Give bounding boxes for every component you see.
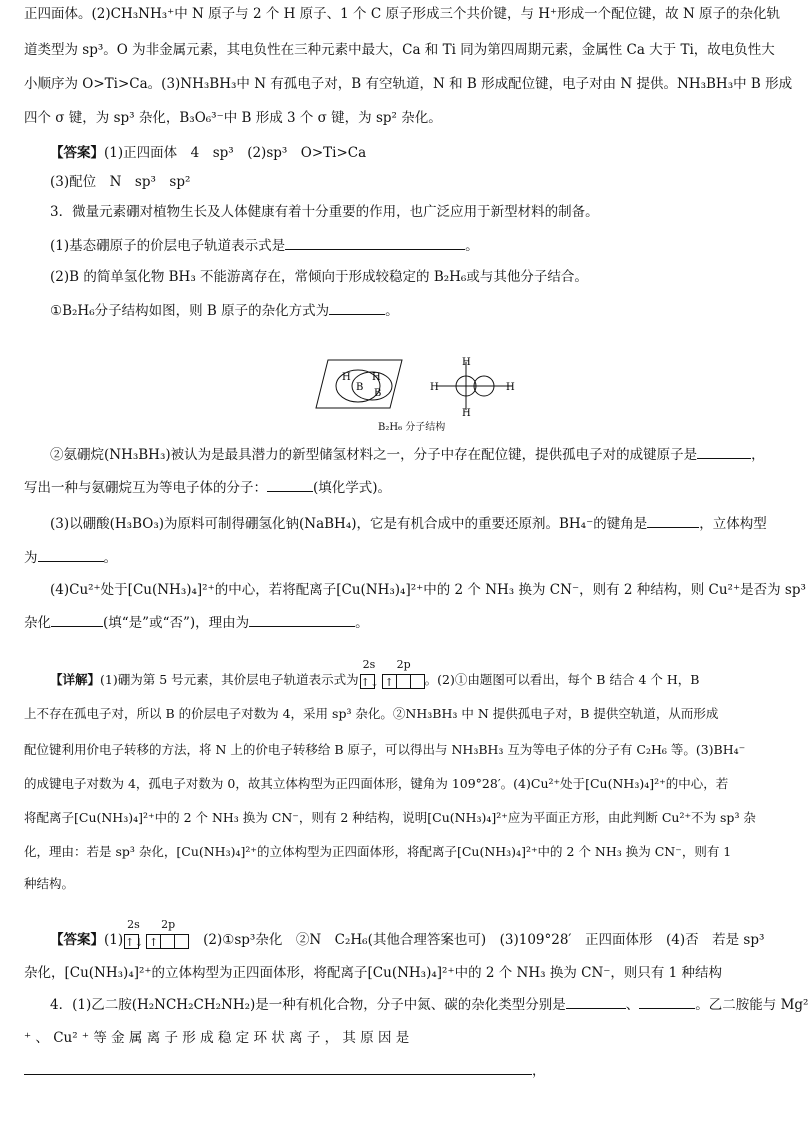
question-part xyxy=(50,994,808,1015)
question-text: 写出一种与氨硼烷互为等电子体的分子： xyxy=(24,480,267,496)
answer-blank[interactable] xyxy=(639,994,695,1009)
question-part xyxy=(24,1060,772,1081)
question-part xyxy=(50,235,772,256)
detail-text: (1)硼为第 5 号元素，其价层电子轨道表示式为 xyxy=(100,672,359,687)
atom-label: H xyxy=(430,382,439,393)
orbital-label: 2p xyxy=(396,657,411,671)
atom-label: H xyxy=(462,357,471,368)
detail-line: 化，理由：若是 sp³ 杂化，[Cu(NH₃)₄]²⁺的立体构型为正四面体形，将配离子[Cu(NH₃)₄]²⁺中的 2 个 NH₃ 换为 CN⁻，则有 1 xyxy=(24,844,732,859)
detail-line: 的成键电子对数为 4，孤电子对数为 0，故其立体构型为正四面体形，键角为 109°28′。(4)Cu²⁺处于[Cu(NH₃)₄]²⁺的中心，若 xyxy=(24,776,729,791)
question-text: 。乙二胺能与 Mg² xyxy=(695,997,808,1013)
detail-line: 上不存在孤电子对，所以 B 的价层电子对数为 4，采用 sp³ 杂化。②NH₃BH₃ 中 N 提供孤电子对，B 提供空轨道，从而形成 xyxy=(24,706,719,721)
orbital-label: 2s xyxy=(362,657,376,671)
answer-line: 杂化，[Cu(NH₃)₄]²⁺的立体构型为正四面体形，将配离子[Cu(NH₃)₄]²⁺中的 2 个 NH₃ 换为 CN⁻，则只有 1 种结构 xyxy=(24,965,723,981)
answer-line xyxy=(50,143,772,163)
text-line: 小顺序为 O>Ti>Ca。(3)NH₃BH₃中 N 有孤电子对，B 有空轨道，N 和 B 形成配位键，电子对由 N 提供。NH₃BH₃中 B 形成 xyxy=(24,76,793,92)
question-text: (1)基态硼原子的价层电子轨道表示式是 xyxy=(50,238,286,254)
question-part xyxy=(24,547,772,568)
orbital-cell: ↑ xyxy=(146,934,161,949)
orbital-diagram xyxy=(360,657,380,691)
punct: 。 xyxy=(103,550,117,566)
question-text: 4．(1)乙二胺(H₂NCH₂CH₂NH₂)是一种有机化合物，分子中氮、碳的杂化类型分别是 xyxy=(50,997,566,1013)
question-part: ⁺ 、 Cu² ⁺ 等 金 属 离 子 形 成 稳 定 环 状 离 子 ， 其 原 因 是 xyxy=(24,1030,410,1046)
answer-blank[interactable] xyxy=(249,612,355,627)
orbital-diagram xyxy=(383,657,425,691)
question-part xyxy=(50,300,772,321)
question-text: (3)以硼酸(H₃BO₃)为原料可制得硼氢化钠(NaBH₄)，它是有机合成中的重要还原剂。BH₄⁻的键角是 xyxy=(50,516,648,532)
text-line: 四个 σ 键，为 sp³ 杂化，B₃O₆³⁻中 B 形成 3 个 σ 键，为 sp² 杂化。 xyxy=(24,110,442,126)
answer-line xyxy=(50,917,772,951)
orbital-diagram xyxy=(125,917,144,951)
question-part xyxy=(50,513,772,534)
answer-blank[interactable] xyxy=(267,477,313,492)
punct: 。 xyxy=(385,303,399,319)
orbital-cell: ↑ xyxy=(382,674,397,689)
atom-label: B xyxy=(374,388,382,399)
detail-line xyxy=(50,657,772,691)
question-text: (填“是”或“否”)，理由为 xyxy=(103,615,250,631)
question-text: ①B₂H₆分子结构如图，则 B 原子的杂化方式为 xyxy=(50,303,330,319)
atom-label: H xyxy=(372,372,381,383)
orbital-cell xyxy=(160,934,175,949)
orbital-cell xyxy=(410,674,425,689)
answer-tag: 【答案】 xyxy=(50,932,104,948)
question-part: (2)B 的简单氢化物 BH₃ 不能游离存在，常倾向于形成较稳定的 B₂H₆或与其他分子结合。 xyxy=(50,269,588,285)
question-part xyxy=(50,444,772,465)
text-line: 道类型为 sp³。O 为非金属元素，其电负性在三种元素中最大，Ca 和 Ti 同为第四周期元素，金属性 Ca 大于 Ti，故电负性大 xyxy=(24,42,775,58)
question-text: 杂化 xyxy=(24,615,51,631)
detail-text: 。(2)①由题图可以看出，每个 B 结合 4 个 H，B xyxy=(424,672,700,687)
orbital-cell: ↑↓ xyxy=(125,935,144,949)
question-text: (填化学式)。 xyxy=(313,480,392,496)
text-line: 正四面体。(2)CH₃NH₃⁺中 N 原子与 2 个 H 原子、1 个 C 原子形成三个共价键，与 H⁺形成一个配位键，故 N 原子的杂化轨 xyxy=(24,6,781,22)
answer-text: (2)①sp³杂化 ②N C₂H₆(其他合理答案也可) (3)109°28′ 正四面体形 (4)否 若是 sp³ xyxy=(203,932,765,948)
question-part xyxy=(24,477,772,498)
answer-text: (1)正四面体 4 sp³ (2)sp³ O>Ti>Ca xyxy=(104,145,367,161)
orbital-diagram xyxy=(147,917,189,951)
answer-blank[interactable] xyxy=(285,235,465,250)
atom-label: B xyxy=(356,382,364,393)
answer-blank[interactable] xyxy=(566,994,626,1009)
punct: 。 xyxy=(355,615,369,631)
answer-line: (3)配位 N sp³ sp² xyxy=(50,174,191,190)
orbital-cell xyxy=(396,674,411,689)
figure-caption: B₂H₆ 分子结构 xyxy=(378,422,446,433)
answer-blank[interactable] xyxy=(647,513,699,528)
answer-blank[interactable] xyxy=(24,1060,532,1075)
punct: ， xyxy=(751,447,765,463)
answer-blank[interactable] xyxy=(51,612,103,627)
atom-label: H xyxy=(342,372,351,383)
question-intro: 3．微量元素硼对植物生长及人体健康有着十分重要的作用，也广泛应用于新型材料的制备。 xyxy=(50,204,599,220)
question-text: 为 xyxy=(24,550,38,566)
b2h6-structure-figure xyxy=(316,356,526,436)
detail-tag: 【详解】 xyxy=(50,672,101,687)
answer-text: (1) xyxy=(104,932,124,948)
answer-blank[interactable] xyxy=(38,547,104,562)
orbital-label: 2s xyxy=(127,917,140,931)
question-part xyxy=(24,612,772,633)
punct: ， xyxy=(532,1063,546,1079)
b2h6-diagram xyxy=(316,356,526,418)
right-structure xyxy=(430,357,515,419)
detail-line: 配位键利用价电子转移的方法，将 N 上的价电子转移给 B 原子，可以得出与 NH₃BH₃ 互为等电子体的分子有 C₂H₆ 等。(3)BH₄⁻ xyxy=(24,742,746,757)
orbital-label: 2p xyxy=(161,917,176,931)
question-text: ②氨硼烷(NH₃BH₃)被认为是最具潜力的新型储氢材料之一，分子中存在配位键，提供孤电子对的成键原子是 xyxy=(50,447,698,463)
punct: 、 xyxy=(625,997,640,1013)
detail-line: 将配离子[Cu(NH₃)₄]²⁺中的 2 个 NH₃ 换为 CN⁻，则有 2 种结构，说明[Cu(NH₃)₄]²⁺应为平面正方形，由此判断 Cu²⁺不为 sp³ 杂 xyxy=(24,810,756,825)
orbital-cell: ↑↓ xyxy=(360,675,380,689)
answer-blank[interactable] xyxy=(697,444,751,459)
answer-blank[interactable] xyxy=(329,300,385,315)
question-text: ，立体构型 xyxy=(699,516,767,532)
answer-tag: 【答案】 xyxy=(50,145,104,161)
question-part: (4)Cu²⁺处于[Cu(NH₃)₄]²⁺的中心，若将配离子[Cu(NH₃)₄]²⁺中的 2 个 NH₃ 换为 CN⁻，则有 2 种结构，则 Cu²⁺是否为 sp³ xyxy=(50,582,806,598)
atom-label: H xyxy=(462,408,471,419)
punct: 。 xyxy=(465,238,479,254)
orbital-cell xyxy=(174,934,189,949)
detail-line: 种结构。 xyxy=(24,876,75,891)
atom-label: H xyxy=(506,382,515,393)
